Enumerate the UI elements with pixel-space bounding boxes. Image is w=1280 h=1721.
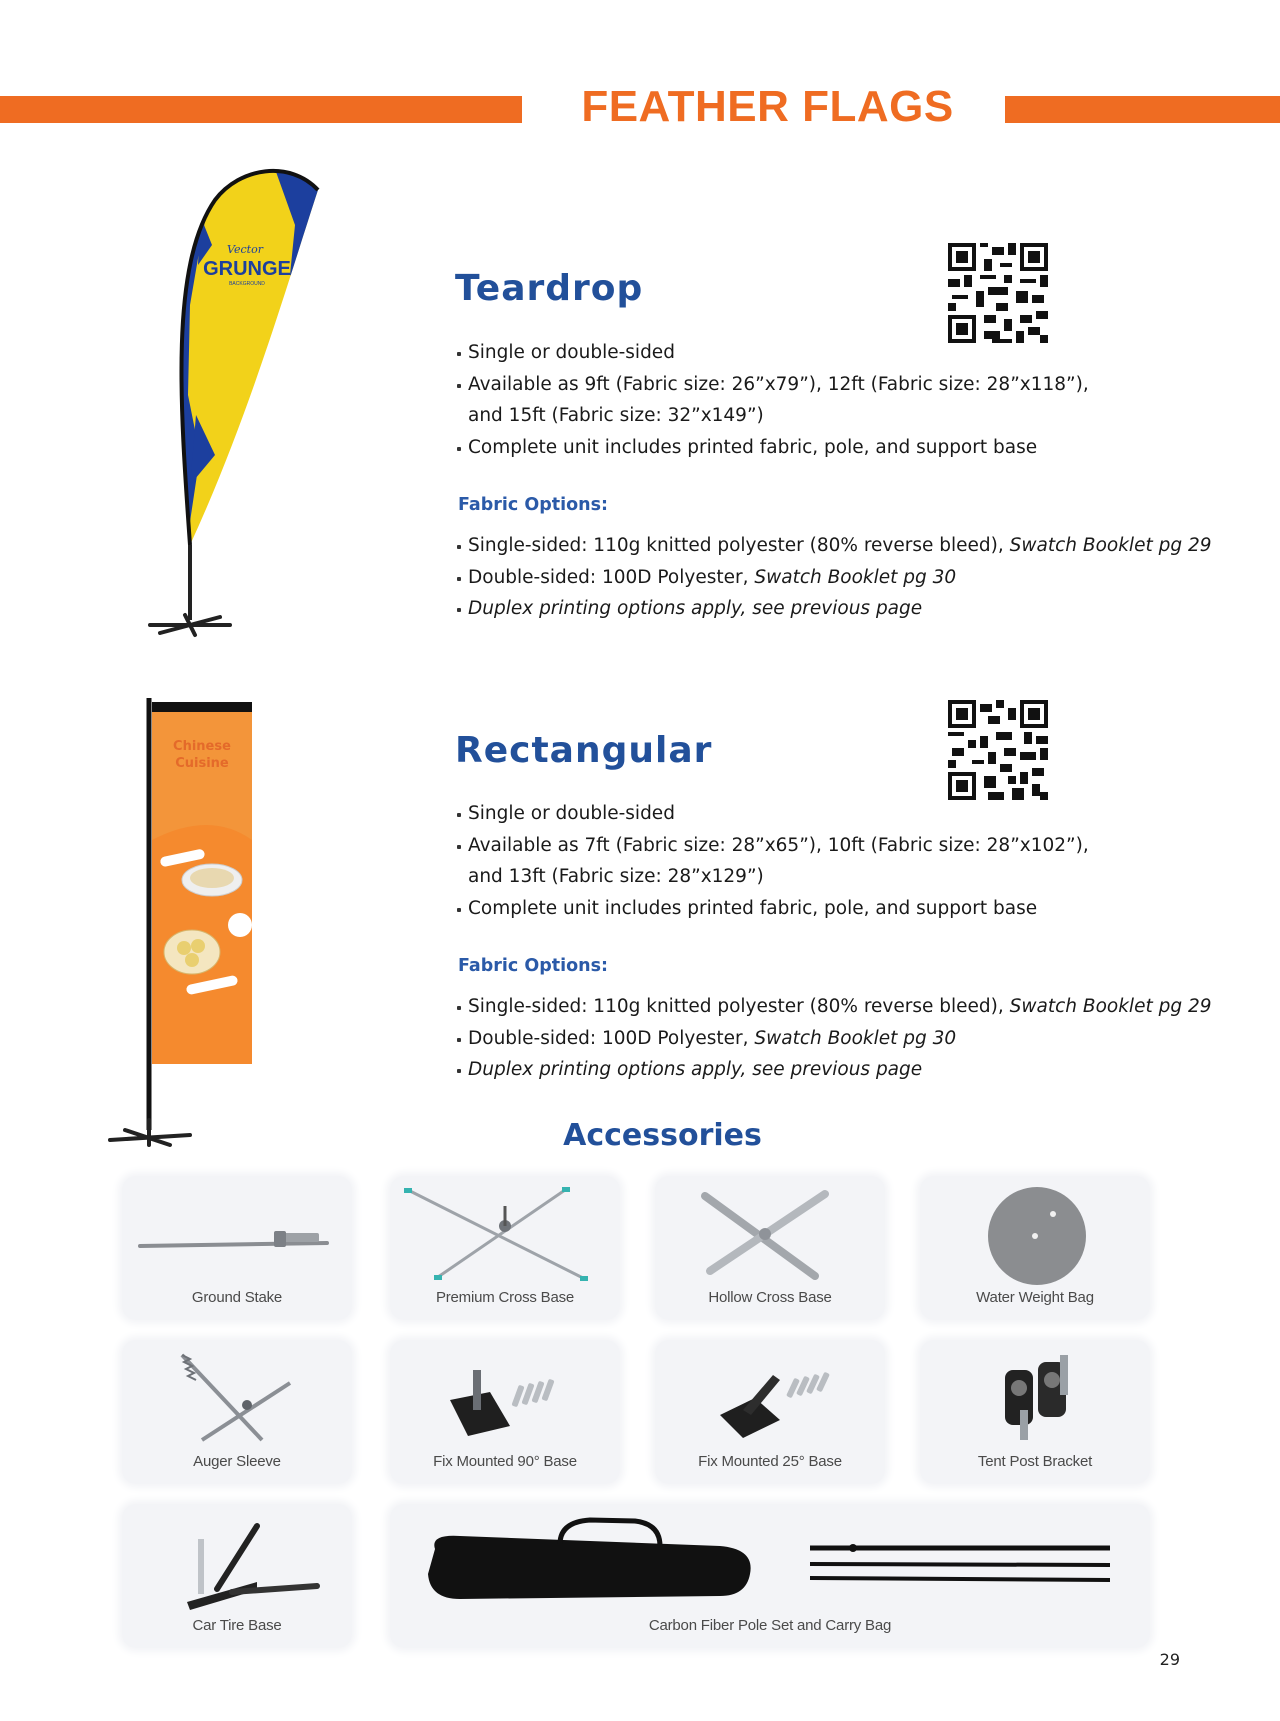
accessory-carbon-fiber-pole-set-and-carry-bag[interactable] [390, 1504, 1150, 1648]
card-label: Tent Post Bracket [977, 1453, 1093, 1470]
accessory-auger-sleeve[interactable] [122, 1340, 352, 1484]
list-item: Duplex printing options apply, see previous page [456, 593, 1212, 625]
teardrop-flag-main-text: GRUNGE [203, 258, 291, 280]
list-item: Single-sided: 110g knitted polyester (80% reverse bleed), Swatch Booklet pg 29 [456, 991, 1212, 1023]
list-item: Single or double-sided [456, 798, 1196, 830]
accessories-title: Accessories [563, 1118, 762, 1153]
rectangular-flag-text-1: Chinese [173, 739, 231, 754]
swatch-ref: Swatch Booklet pg 30 [754, 1027, 957, 1049]
accessory-hollow-cross-base[interactable] [655, 1176, 885, 1320]
rectangular-bullets [456, 798, 1196, 924]
accessory-fix-mounted-90-base[interactable] [390, 1340, 620, 1484]
rectangular-title: Rectangular [455, 730, 713, 771]
header-bar-left [0, 96, 522, 123]
list-item: Available as 7ft (Fabric size: 28”x65”), 10ft (Fabric size: 28”x102”), [456, 830, 1196, 862]
card-label: Ground Stake [191, 1289, 283, 1306]
page-title: FEATHER FLAGS [581, 82, 954, 131]
swatch-ref: Swatch Booklet pg 29 [1009, 996, 1212, 1017]
teardrop-qr-code[interactable] [948, 243, 1048, 343]
card-label: Water Weight Bag [976, 1289, 1094, 1306]
rectangular-flag-image [100, 690, 280, 1150]
teardrop-flag-sub-text: BACKGROUND [229, 281, 265, 287]
accessory-car-tire-base[interactable] [122, 1504, 352, 1648]
header-bar-right [1005, 96, 1280, 123]
swatch-ref: Swatch Booklet pg 29 [1009, 535, 1212, 556]
teardrop-flag-image [140, 155, 340, 640]
teardrop-bullets [456, 337, 1196, 463]
accessory-water-weight-bag[interactable] [920, 1176, 1150, 1320]
list-item: Single-sided: 110g knitted polyester (80% reverse bleed), Swatch Booklet pg 29 [456, 530, 1212, 562]
teardrop-fabric-list [456, 530, 1212, 625]
rectangular-flag-text-2: Cuisine [175, 756, 229, 771]
list-item: Single or double-sided [456, 337, 1196, 369]
list-item: Double-sided: 100D Polyester, Swatch Booklet pg 30 [456, 1023, 1212, 1055]
card-label: Fix Mounted 25° Base [698, 1453, 842, 1470]
card-label: Auger Sleeve [193, 1453, 281, 1470]
list-item: and 13ft (Fabric size: 28”x129”) [468, 866, 764, 887]
teardrop-fabric-label: Fabric Options: [458, 495, 609, 515]
rectangular-fabric-list [456, 991, 1212, 1086]
list-item: Duplex printing options apply, see previous page [456, 1054, 1212, 1086]
accessory-ground-stake[interactable] [122, 1176, 352, 1320]
accessory-fix-mounted-25-base[interactable] [655, 1340, 885, 1484]
teardrop-title: Teardrop [455, 268, 644, 309]
card-label: Fix Mounted 90° Base [433, 1453, 577, 1470]
list-item: Available as 9ft (Fabric size: 26”x79”), 12ft (Fabric size: 28”x118”), [456, 369, 1196, 401]
card-label: Car Tire Base [192, 1617, 282, 1634]
swatch-ref: Swatch Booklet pg 30 [754, 566, 957, 588]
rectangular-fabric-label: Fabric Options: [458, 956, 609, 976]
list-item: Complete unit includes printed fabric, pole, and support base [456, 432, 1196, 464]
page-number: 29 [1159, 1650, 1180, 1669]
teardrop-flag-script-text: Vector [227, 243, 263, 256]
accessory-premium-cross-base[interactable] [390, 1176, 620, 1320]
card-label: Premium Cross Base [435, 1289, 575, 1306]
list-item: Complete unit includes printed fabric, pole, and support base [456, 893, 1196, 925]
list-item: and 15ft (Fabric size: 32”x149”) [468, 405, 764, 426]
card-label: Carbon Fiber Pole Set and Carry Bag [648, 1617, 892, 1634]
list-item: Double-sided: 100D Polyester, Swatch Booklet pg 30 [456, 562, 1212, 594]
rectangular-qr-code[interactable] [948, 700, 1048, 800]
card-label: Hollow Cross Base [708, 1289, 832, 1306]
accessory-tent-post-bracket[interactable] [920, 1340, 1150, 1484]
